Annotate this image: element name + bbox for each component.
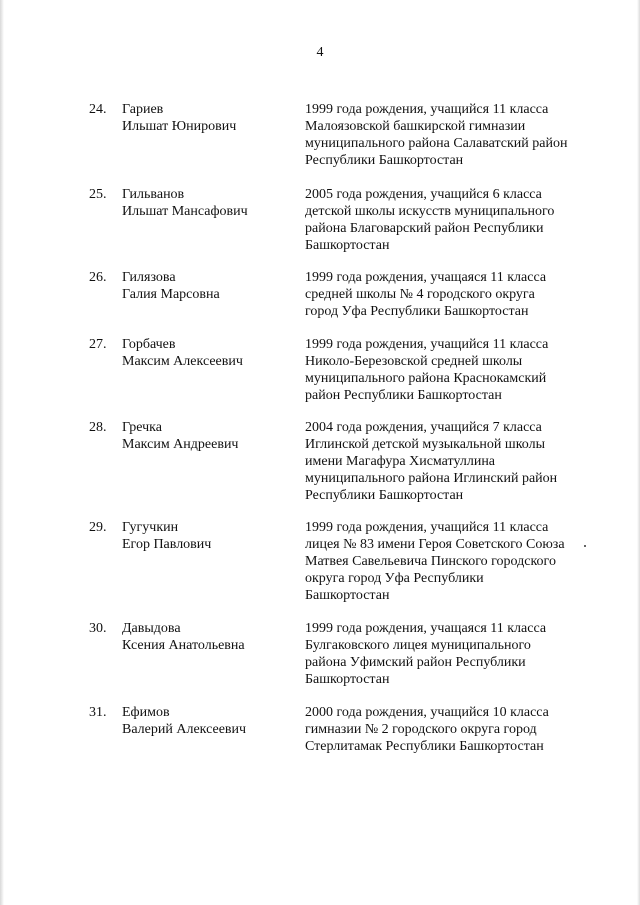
entry-surname: Давыдова — [122, 621, 181, 636]
entry-description — [305, 101, 605, 169]
description-line: района Благоварский район Республики — [305, 221, 544, 236]
entry-name — [122, 101, 297, 135]
description-line: муниципального района Иглинский район — [305, 471, 558, 486]
entry-name — [122, 620, 297, 654]
description-line: средней школы № 4 городского округа — [305, 287, 535, 302]
entry-given-names: Ильшат Юнирович — [122, 119, 237, 134]
entry-surname: Гречка — [122, 420, 162, 435]
scan-edge-left — [0, 0, 4, 905]
entry-description — [305, 419, 605, 504]
entry-given-names: Максим Андреевич — [122, 437, 239, 452]
description-line: имени Магафура Хисматуллина — [305, 454, 496, 469]
entry-number: 27. — [89, 337, 107, 352]
entry-given-names: Максим Алексеевич — [122, 354, 243, 369]
entry-number: 29. — [89, 520, 107, 535]
entry-surname: Гариев — [122, 102, 164, 117]
description-line: Малоязовской башкирской гимназии — [305, 119, 526, 134]
entry-description — [305, 519, 605, 604]
entry-name — [122, 186, 297, 220]
entry-number: 26. — [89, 270, 107, 285]
entry-surname: Ефимов — [122, 705, 170, 720]
entry-surname: Гилязова — [122, 270, 176, 285]
entry-number: 31. — [89, 705, 107, 720]
entry-description — [305, 269, 605, 320]
description-line: муниципального района Краснокамский — [305, 371, 547, 386]
description-line: город Уфа Республики Башкортостан — [305, 304, 529, 319]
entry-number: 30. — [89, 621, 107, 636]
description-line: детской школы искусств муниципального — [305, 204, 555, 219]
entry-name — [122, 519, 297, 553]
scan-speck — [584, 545, 586, 547]
description-line: лицея № 83 имени Героя Советского Союза — [305, 537, 565, 552]
description-line: 2000 года рождения, учащийся 10 класса — [305, 705, 549, 720]
entry-given-names: Валерий Алексеевич — [122, 722, 247, 737]
entry-name — [122, 419, 297, 453]
entry-surname: Гильванов — [122, 187, 185, 202]
description-line: Республики Башкортостан — [305, 153, 464, 168]
entry-given-names: Ксения Анатольевна — [122, 638, 245, 653]
entry-number: 24. — [89, 102, 107, 117]
description-line: Республики Башкортостан — [305, 488, 464, 503]
description-line: 2005 года рождения, учащийся 6 класса — [305, 187, 542, 202]
entry-number: 28. — [89, 420, 107, 435]
description-line: Башкортостан — [305, 238, 390, 253]
description-line: Иглинской детской музыкальной школы — [305, 437, 545, 452]
entry-description — [305, 186, 605, 254]
entry-description — [305, 704, 605, 755]
entry-number: 25. — [89, 187, 107, 202]
description-line: 1999 года рождения, учащаяся 11 класса — [305, 621, 547, 636]
description-line: Матвея Савельевича Пинского городского — [305, 554, 556, 569]
description-line: 1999 года рождения, учащийся 11 класса — [305, 337, 549, 352]
entry-name — [122, 269, 297, 303]
entry-description — [305, 336, 605, 404]
description-line: Башкортостан — [305, 588, 390, 603]
description-line: 1999 года рождения, учащийся 11 класса — [305, 102, 549, 117]
entry-description — [305, 620, 605, 688]
description-line: Николо-Березовской средней школы — [305, 354, 523, 369]
description-line: Булгаковского лицея муниципального — [305, 638, 531, 653]
description-line: района Уфимский район Республики — [305, 655, 526, 670]
description-line: округа город Уфа Республики — [305, 571, 484, 586]
description-line: район Республики Башкортостан — [305, 388, 502, 403]
description-line: 1999 года рождения, учащийся 11 класса — [305, 520, 549, 535]
description-line: 2004 года рождения, учащийся 7 класса — [305, 420, 542, 435]
entry-given-names: Галия Марсовна — [122, 287, 220, 302]
description-line: Башкортостан — [305, 672, 390, 687]
description-line: 1999 года рождения, учащаяся 11 класса — [305, 270, 547, 285]
description-line: Стерлитамак Республики Башкортостан — [305, 739, 544, 754]
page-number: 4 — [316, 45, 324, 60]
entry-given-names: Егор Павлович — [122, 537, 212, 552]
entry-surname: Гугучкин — [122, 520, 179, 535]
entry-surname: Горбачев — [122, 337, 176, 352]
description-line: гимназии № 2 городского округа город — [305, 722, 537, 737]
entry-name — [122, 336, 297, 370]
entry-name — [122, 704, 297, 738]
entry-given-names: Ильшат Мансафович — [122, 204, 248, 219]
description-line: муниципального района Салаватский район — [305, 136, 568, 151]
